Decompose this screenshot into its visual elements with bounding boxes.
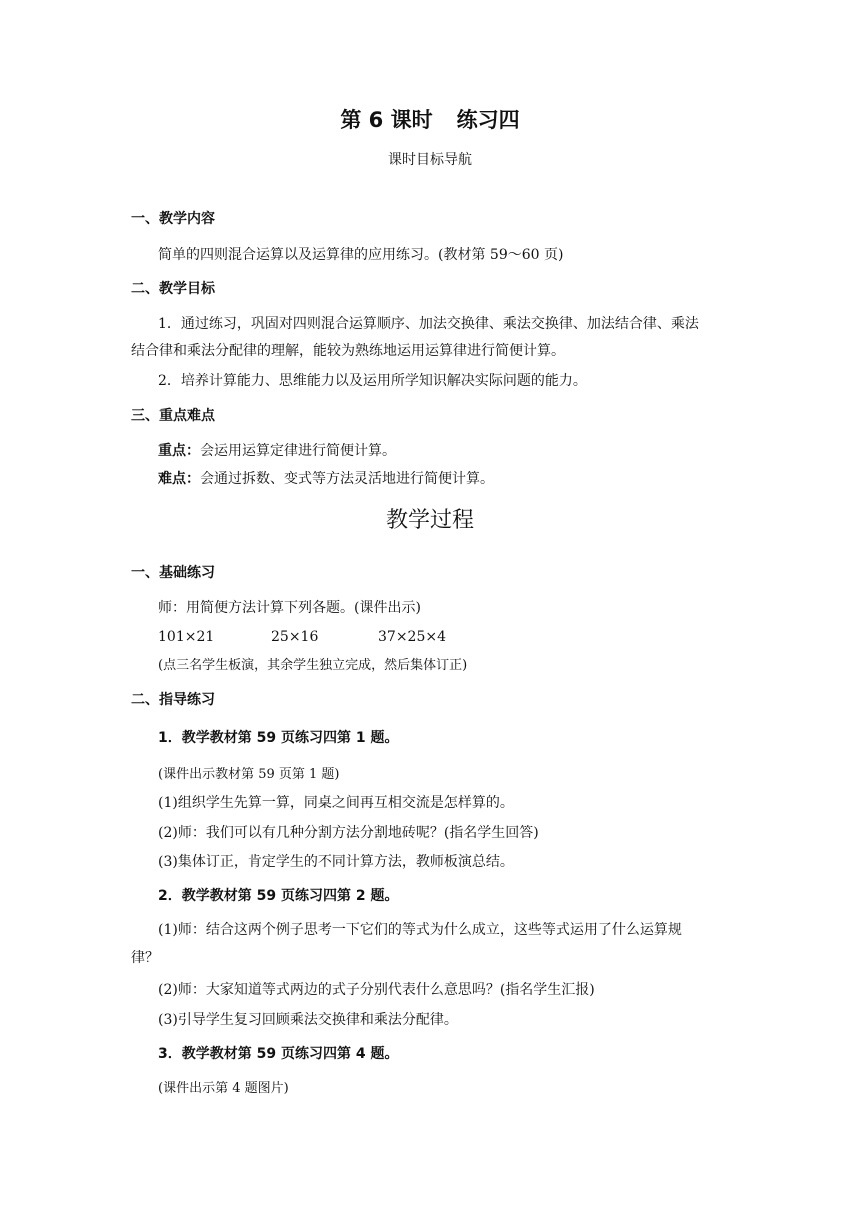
task-1-note: (课件出示教材第 59 页第 1 题) (158, 767, 340, 782)
section-heading-guided-practice: 二、指导练习 (131, 692, 215, 708)
goal-item-1-line-2: 结合律和乘法分配律的理解，能较为熟练地运用运算律进行简便计算。 (131, 343, 565, 359)
lesson-name: 练习四 (456, 108, 520, 132)
task-1-step-1: (1)组织学生先算一算，同桌之间再互相交流是怎样算的。 (158, 795, 514, 811)
key-point-text: 会运用运算定律进行简便计算。 (200, 443, 396, 459)
lesson-title (0, 106, 860, 134)
task-1-step-2: (2)师：我们可以有几种分割方法分割地砖呢？(指名学生回答) (158, 825, 539, 841)
section-heading-content: 一、教学内容 (131, 211, 215, 227)
key-point-line (158, 441, 396, 461)
calc-row (158, 627, 478, 647)
goal-item-2: 2．培养计算能力、思维能力以及运用所学知识解决实际问题的能力。 (158, 373, 587, 389)
task-2-step-2: (2)师：大家知道等式两边的式子分别代表什么意思吗？(指名学生汇报) (158, 982, 595, 998)
goal-item-1-line-1: 1．通过练习，巩固对四则混合运算顺序、加法交换律、乘法交换律、加法结合律、乘法 (158, 316, 699, 332)
calc-item-2: 25×16 (271, 629, 319, 645)
task-3-note: (课件出示第 4 题图片) (158, 1081, 289, 1096)
task-2-step-1-line-1: (1)师：结合这两个例子思考一下它们的等式为什么成立，这些等式运用了什么运算规 (158, 922, 682, 938)
task-3-heading: 3．教学教材第 59 页练习四第 4 题。 (158, 1046, 399, 1062)
task-2-heading: 2．教学教材第 59 页练习四第 2 题。 (158, 888, 399, 904)
task-2-step-3: (3)引导学生复习回顾乘法交换律和乘法分配律。 (158, 1012, 458, 1028)
task-2-step-1-line-2: 律？ (131, 950, 159, 966)
task-1-step-3: (3)集体订正，肯定学生的不同计算方法，教师板演总结。 (158, 854, 514, 870)
section-heading-key-points: 三、重点难点 (131, 408, 215, 424)
basic-practice-note: (点三名学生板演，其余学生独立完成，然后集体订正) (158, 658, 468, 673)
difficulty-label: 难点： (158, 471, 200, 487)
difficulty-line (158, 469, 494, 489)
basic-practice-instruction: 师：用简便方法计算下列各题。(课件出示) (158, 600, 421, 616)
calc-item-1: 101×21 (158, 629, 215, 645)
content-text: 简单的四则混合运算以及运算律的应用练习。(教材第 59～60 页) (158, 247, 564, 263)
process-heading: 教学过程 (385, 508, 474, 533)
difficulty-text: 会通过拆数、变式等方法灵活地进行简便计算。 (200, 471, 494, 487)
section-heading-basic-practice: 一、基础练习 (131, 565, 215, 581)
calc-item-3: 37×25×4 (378, 629, 446, 645)
lesson-number: 第 6 课时 (340, 108, 433, 132)
section-heading-goals: 二、教学目标 (131, 281, 215, 297)
task-1-heading: 1．教学教材第 59 页练习四第 1 题。 (158, 730, 399, 746)
page-subtitle: 课时目标导航 (388, 152, 472, 168)
key-point-label: 重点： (158, 443, 200, 459)
